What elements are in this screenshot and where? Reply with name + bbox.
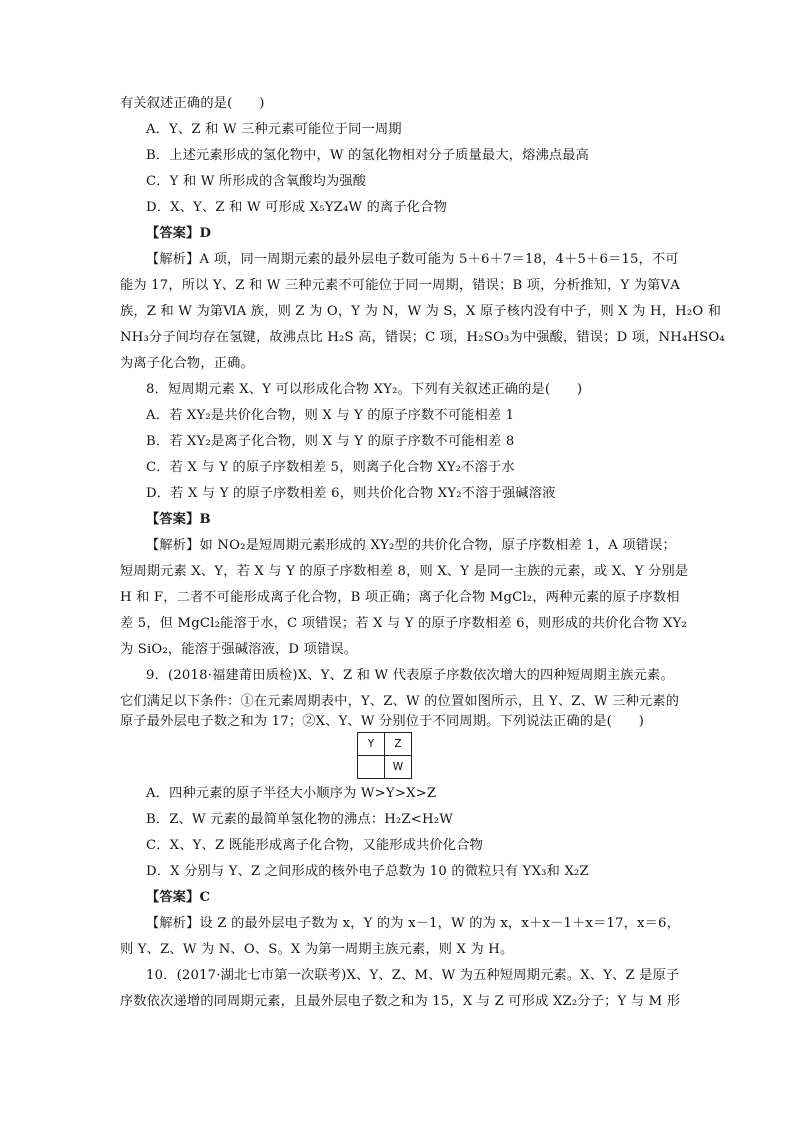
analysis-line: 为 SiO₂，能溶于强碱溶液，D 项错误。 [120,642,358,657]
analysis-line: 【解析】如 NO₂是短周期元素形成的 XY₂型的共价化合物，原子序数相差 1，A 项错误； [146,538,676,553]
answer-line: 【答案】D [146,226,212,241]
text-line: 有关叙述正确的是( ) [120,96,265,111]
analysis-line: 差 5，但 MgCl₂能溶于水，C 项错误；若 X 与 Y 的原子序数相差 6，则形成的共价化合物 XY₂ [120,616,688,631]
analysis-line: 族，Z 和 W 为第ⅥA 族，则 Z 为 O，Y 为 N，W 为 S，X 原子核内没有中子，则 X 为 H，H₂O 和 [120,304,722,319]
option-b: B．上述元素形成的氢化物中，W 的氢化物相对分子质量最大，熔沸点最高 [146,148,590,163]
analysis-line: 【解析】设 Z 的最外层电子数为 x，Y 的为 x－1，W 的为 x，x＋x－1＋x＝17，x＝6， [146,916,681,931]
answer-line: 【答案】B [146,512,211,527]
analysis-line: 短周期元素 X、Y，若 X 与 Y 的原子序数相差 8，则 X、Y 是同一主族的元素，或 X、Y 分别是 [120,564,689,579]
option-b: B．Z、W 元素的最简单氢化物的沸点：H₂Z<H₂W [146,812,453,827]
analysis-line: H 和 F，二者不可能形成离子化合物，B 项正确；离子化合物 MgCl₂，两种元素的原子序数相 [120,590,680,605]
option-d: D．X、Y、Z 和 W 可形成 X₅YZ₄W 的离子化合物 [146,200,447,215]
table-cell [358,756,385,779]
question-9-stem: 9．(2018·福建莆田质检)X、Y、Z 和 W 代表原子序数依次增大的四种短周期主族元素。 [146,668,674,683]
option-a: A．Y、Z 和 W 三种元素可能位于同一周期 [146,122,402,137]
analysis-line: 能为 17，所以 Y、Z 和 W 三种元素不可能位于同一周期，错误；B 项，分析推知，Y 为第ⅤA [120,278,680,293]
question-10-stem: 10．(2017·湖北七市第一次联考)X、Y、Z、M、W 为五种短周期元素。X、Y、Z 是原子 [146,968,680,983]
option-c: C．X、Y、Z 既能形成离子化合物，又能形成共价化合物 [146,838,484,853]
option-b: B．若 XY₂是离子化合物，则 X 与 Y 的原子序数不可能相差 8 [146,434,515,449]
table-cell: Y [358,733,385,756]
table-cell: Z [385,733,412,756]
option-a: A．四种元素的原子半径大小顺序为 W>Y>X>Z [146,786,437,801]
analysis-line: 则 Y、Z、W 为 N、O、S。X 为第一周期主族元素，则 X 为 H。 [120,942,514,957]
option-d: D．X 分别与 Y、Z 之间形成的核外电子总数为 10 的微粒只有 YX₃和 X₂Z [146,864,589,879]
analysis-line: NH₃分子间均存在氢键，故沸点比 H₂S 高，错误；C 项，H₂SO₃为中强酸，错误；D 项，NH₄HSO₄ [120,330,725,345]
question-9-stem: 原子最外层电子数之和为 17；②X、Y、W 分别位于不同周期。下列说法正确的是( ) [120,714,645,729]
answer-line: 【答案】C [146,890,211,905]
analysis-line: 【解析】A 项，同一周期元素的最外层电子数可能为 5＋6＋7＝18，4＋5＋6＝15，不可 [146,252,679,267]
question-8-stem: 8．短周期元素 X、Y 可以形成化合物 XY₂。下列有关叙述正确的是( ) [146,382,583,397]
question-9-stem: 它们满足以下条件：①在元素周期表中，Y、Z、W 的位置如图所示，且 Y、Z、W 三种元素的 [120,694,680,709]
periodic-position-table [357,732,412,779]
analysis-line: 为离子化合物，正确。 [120,356,254,371]
option-c: C．Y 和 W 所形成的含氧酸均为强酸 [146,174,367,189]
option-a: A．若 XY₂是共价化合物，则 X 与 Y 的原子序数不可能相差 1 [146,408,515,423]
table-cell: W [385,756,412,779]
option-c: C．若 X 与 Y 的原子序数相差 5，则离子化合物 XY₂不溶于水 [146,460,515,475]
question-10-stem: 序数依次递增的同周期元素，且最外层电子数之和为 15，X 与 Z 可形成 XZ₂分子；Y 与 M 形 [120,994,681,1009]
option-d: D．若 X 与 Y 的原子序数相差 6，则共价化合物 XY₂不溶于强碱溶液 [146,486,556,501]
